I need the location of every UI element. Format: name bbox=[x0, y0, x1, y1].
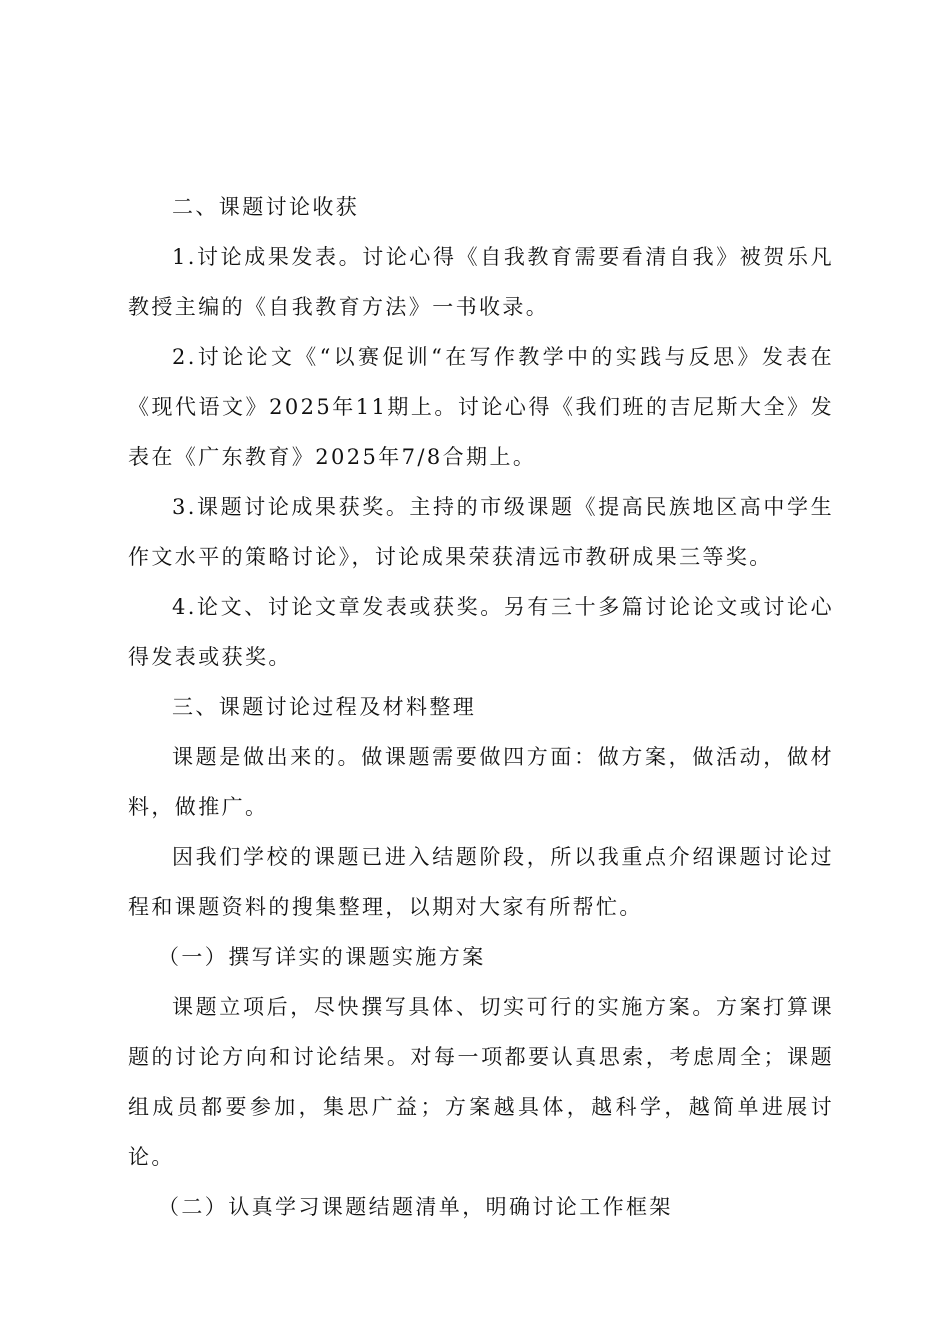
subsection-1-heading: （一）撰写详实的课题实施方案 bbox=[158, 945, 486, 969]
subsection-1-body: 课题立项后，尽快撰写具体、切实可行的实施方案。方案打算课题的讨论方向和讨论结果。对每一项都要认真思索，考虑周全；课题组成员都要参加，集思广益；方案越具体，越科学，越简单进展讨论。 bbox=[128, 995, 834, 1169]
item-4-paragraph: 4.论文、讨论文章发表或获奖。另有三十多篇讨论论文或讨论心得发表或获奖。 bbox=[128, 595, 834, 669]
item-2-paragraph: 2.讨论论文《“以赛促训“在写作教学中的实践与反思》发表在《现代语文》2025年11期上。讨论心得《我们班的吉尼斯大全》发表在《广东教育》2025年7/8合期上。 bbox=[128, 345, 834, 469]
focus-paragraph: 因我们学校的课题已进入结题阶段，所以我重点介绍课题讨论过程和课题资料的搜集整理，以期对大家有所帮忙。 bbox=[128, 845, 834, 919]
item-3-paragraph: 3.课题讨论成果获奖。主持的市级课题《提高民族地区高中学生作文水平的策略讨论》，讨论成果荣获清远市教研成果三等奖。 bbox=[128, 495, 834, 569]
section-3-heading: 三、课题讨论过程及材料整理 bbox=[172, 695, 477, 719]
document-body bbox=[128, 182, 834, 1232]
section-2-heading: 二、课题讨论收获 bbox=[172, 195, 360, 219]
subsection-2-heading: （二）认真学习课题结题清单，明确讨论工作框架 bbox=[158, 1195, 673, 1219]
item-1-paragraph: 1.讨论成果发表。讨论心得《自我教育需要看清自我》被贺乐凡教授主编的《自我教育方法》一书收录。 bbox=[128, 245, 834, 319]
intro-paragraph: 课题是做出来的。做课题需要做四方面：做方案，做活动，做材料，做推广。 bbox=[128, 745, 834, 819]
